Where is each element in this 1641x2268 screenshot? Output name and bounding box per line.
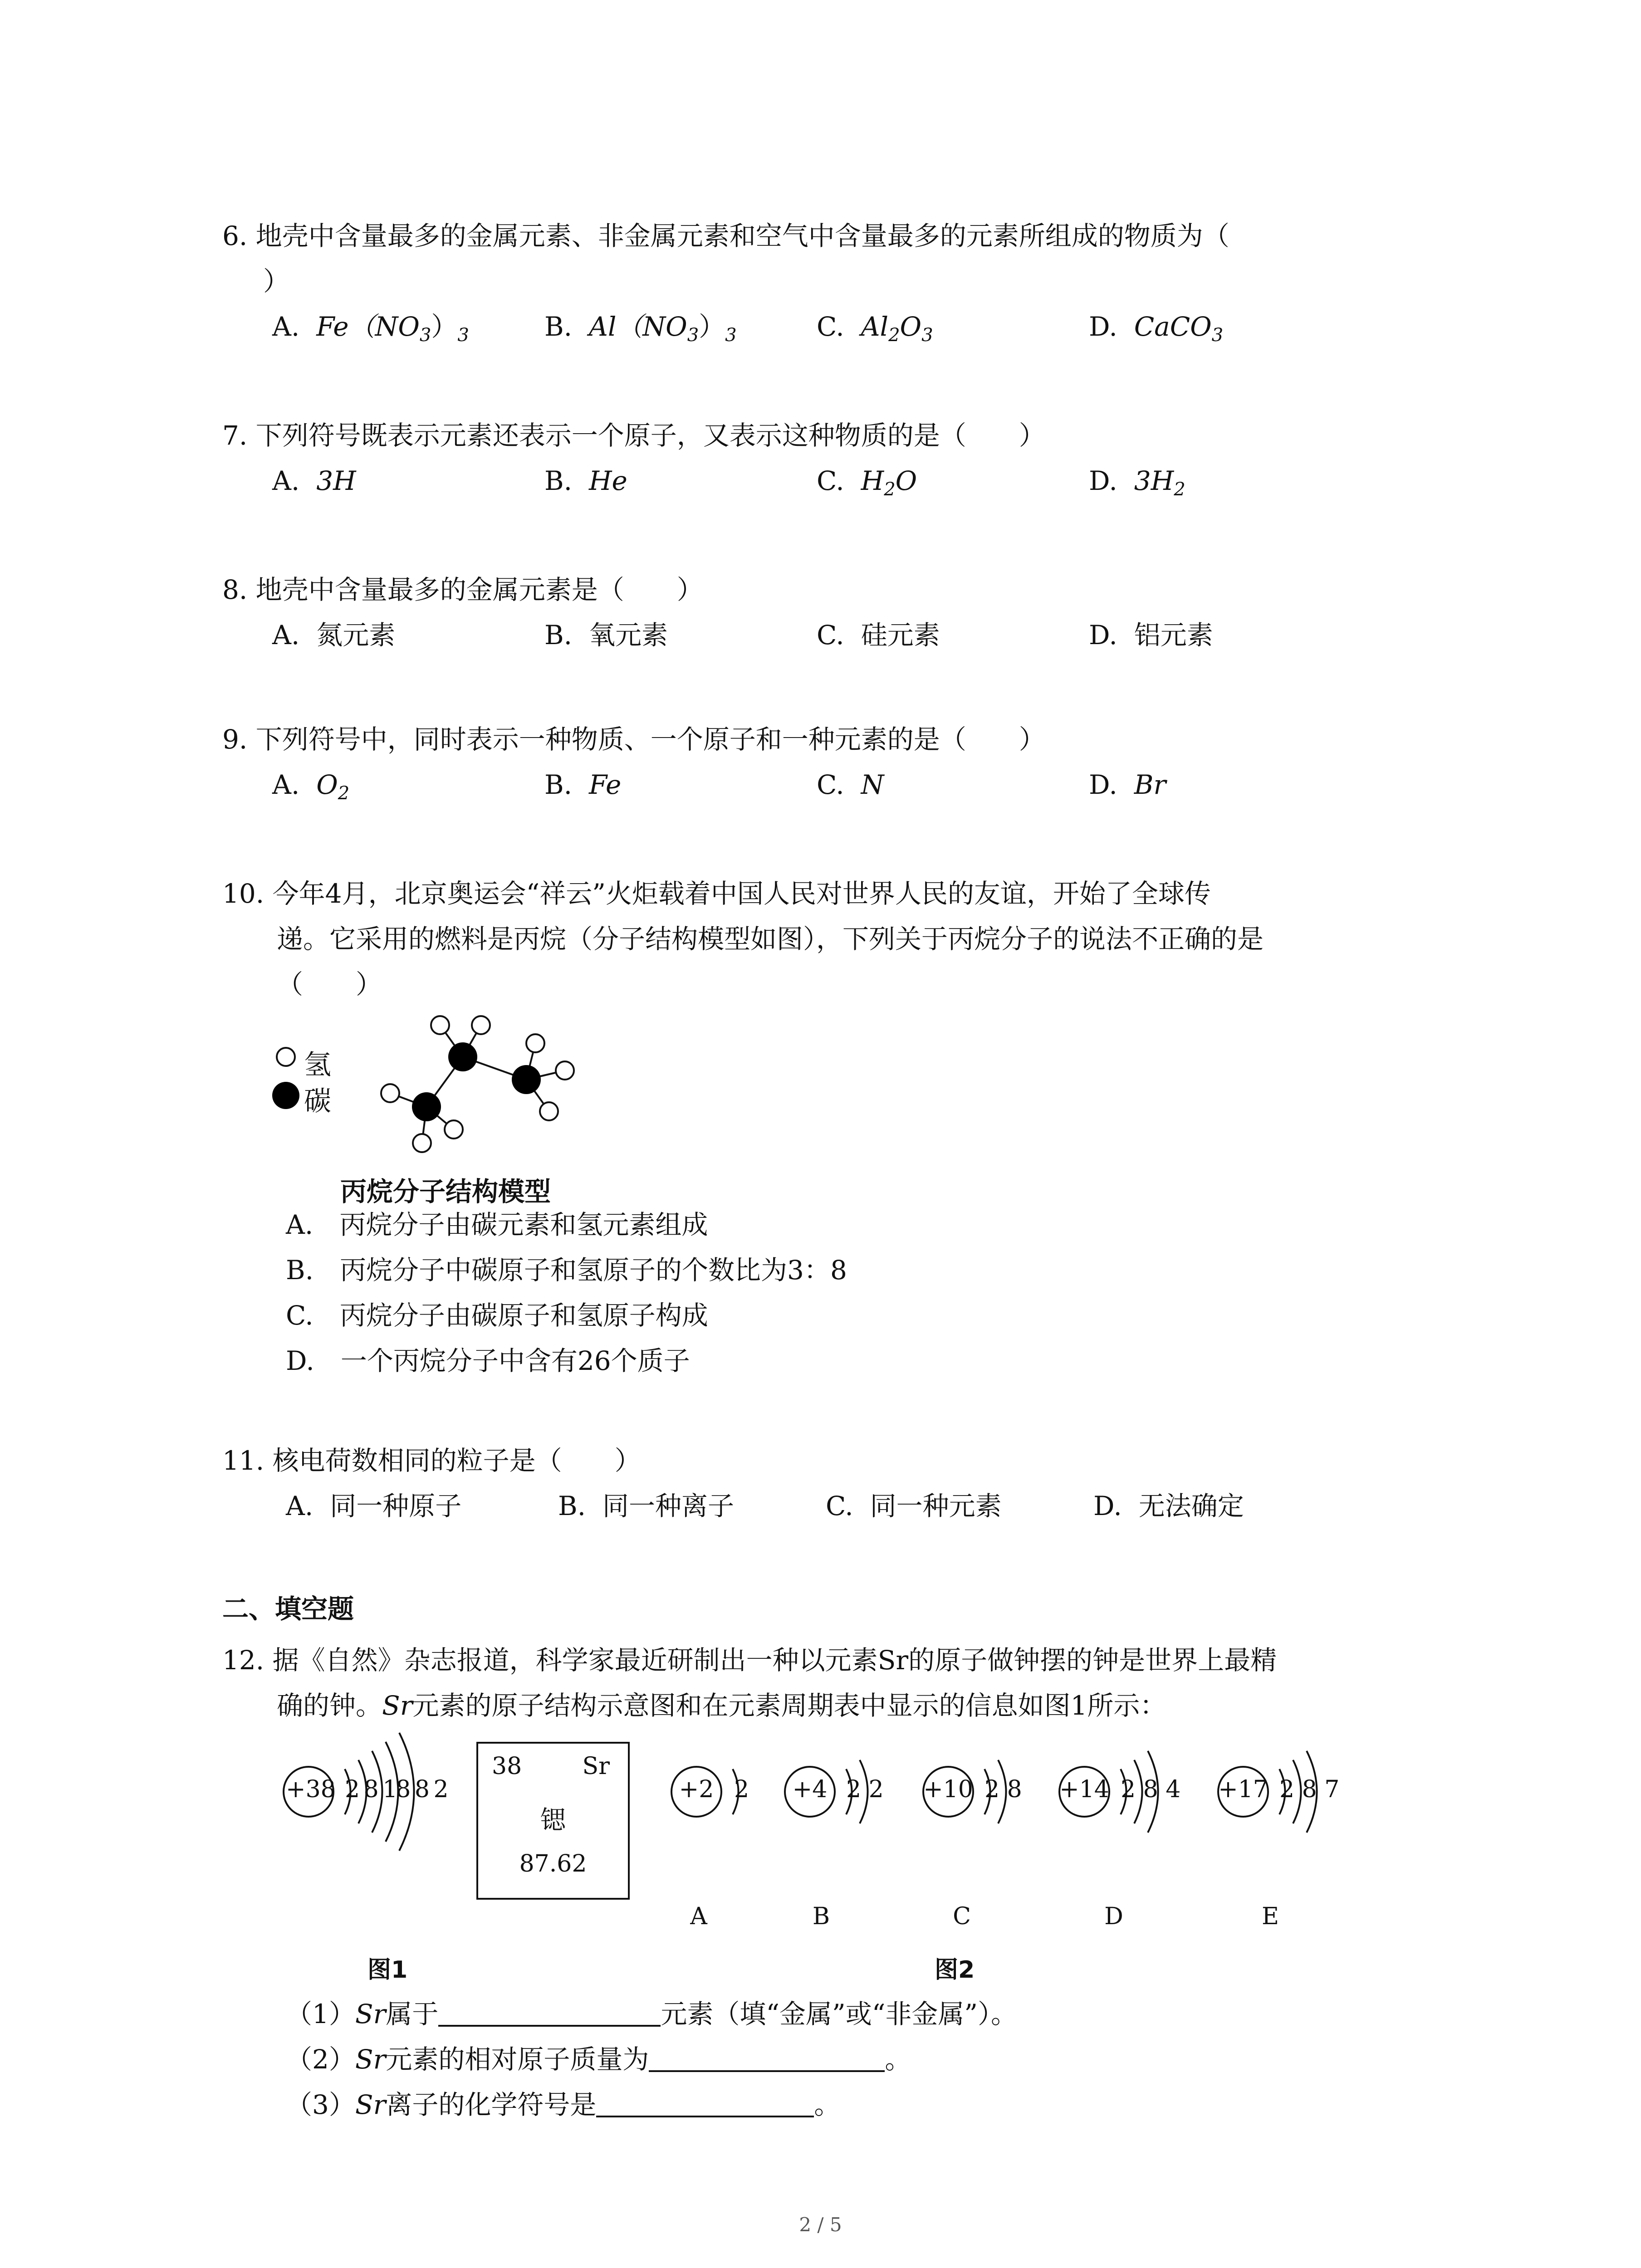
option-b: B. 同一种离子 xyxy=(558,1491,734,1521)
option-a: A. 丙烷分子由碳元素和氢元素组成 xyxy=(286,1209,708,1240)
question-11-stem: 11. 核电荷数相同的粒子是（ ） xyxy=(222,1445,641,1476)
page-number: 2 / 5 xyxy=(799,2214,842,2236)
answer-blank-2[interactable] xyxy=(649,2043,885,2072)
atom-e-electrons: 2 8 7 xyxy=(1279,1776,1340,1803)
option-c: C. 同一种元素 xyxy=(826,1491,1002,1521)
propane-model-figure xyxy=(272,998,635,1207)
atom-b-label: B xyxy=(812,1903,830,1930)
atom-c-label: C xyxy=(953,1903,971,1930)
option-a: A. $O_2$ xyxy=(272,769,350,804)
question-8 xyxy=(222,567,1213,658)
option-d: D. 一个丙烷分子中含有26个质子 xyxy=(286,1345,690,1376)
question-6 xyxy=(222,213,1230,349)
question-10-line-2: 递。它采用的燃料是丙烷（分子结构模型如图），下列关于丙烷分子的说法不正确的是 xyxy=(277,924,1264,954)
option-c: C. 丙烷分子由碳原子和氢原子构成 xyxy=(286,1300,708,1331)
question-8-stem: 8. 地壳中含量最多的金属元素是（ ） xyxy=(222,574,703,605)
option-b: B. He xyxy=(544,465,627,496)
option-a: A. $Fe(NO_3)_3$ xyxy=(272,311,469,346)
figure-caption: 丙烷分子结构模型 xyxy=(340,1176,551,1207)
option-c: C. $Al_2O_3$ xyxy=(817,311,933,346)
figure-2-caption: 图2 xyxy=(935,1956,975,1984)
question-12 xyxy=(222,1637,1277,1728)
question-9-options xyxy=(222,762,1166,807)
figure-2-atoms xyxy=(653,1724,1379,1950)
question-12-subquestions xyxy=(286,1991,1017,2127)
option-d: D. $3H_2$ xyxy=(1089,465,1185,500)
option-c: C. $H_2O$ xyxy=(817,465,917,500)
tile-atomic-number: 38 xyxy=(492,1753,522,1780)
legend-carbon-label: 碳 xyxy=(304,1085,331,1117)
question-12-line-2: 确的钟。Sr元素的原子结构示意图和在元素周期表中显示的信息如图1所示： xyxy=(277,1690,1166,1721)
question-11 xyxy=(222,1438,1244,1529)
option-d: D. 铝元素 xyxy=(1089,620,1213,650)
sr-atom-structure-diagram xyxy=(277,1724,467,1860)
question-7 xyxy=(222,413,1185,503)
question-7-stem: 7. 下列符号既表示元素还表示一个原子，又表示这种物质的是（ ） xyxy=(222,420,1045,451)
section-heading: 二、填空题 xyxy=(222,1593,354,1624)
atom-c-electrons: 2 8 xyxy=(985,1776,1022,1803)
option-a: A. 氮元素 xyxy=(272,620,396,650)
tile-atomic-mass: 87.62 xyxy=(519,1850,587,1877)
sr-nucleus-charge: +38 xyxy=(286,1776,336,1803)
question-9 xyxy=(222,717,1166,807)
question-6-options xyxy=(222,304,1230,349)
legend-hydrogen-label: 氢 xyxy=(304,1049,331,1081)
atom-e-label: E xyxy=(1262,1903,1279,1930)
atom-d-label: D xyxy=(1104,1903,1123,1930)
question-12-line-1: 12. 据《自然》杂志报道，科学家最近研制出一种以元素Sr的原子做钟摆的钟是世界上最精 xyxy=(222,1645,1277,1676)
tile-element-name: 锶 xyxy=(540,1806,566,1835)
sub-question-3: （3）Sr离子的化学符号是 。 xyxy=(286,2089,841,2120)
question-6-stem-close: ） xyxy=(263,266,290,297)
option-b: B. Fe xyxy=(544,769,622,800)
option-a: A. 同一种原子 xyxy=(286,1491,462,1521)
question-6-stem: 6. 地壳中含量最多的金属元素、非金属元素和空气中含量最多的元素所组成的物质为（ xyxy=(222,220,1230,251)
atom-b-electrons: 2 2 xyxy=(846,1776,884,1803)
question-10-line-1: 10. 今年4月，北京奥运会“祥云”火炬载着中国人民对世界人民的友谊，开始了全球传 xyxy=(222,878,1211,909)
figure-1-caption: 图1 xyxy=(367,1956,408,1984)
atom-e-nucleus: +17 xyxy=(1218,1776,1268,1803)
atom-a-label: A xyxy=(690,1903,707,1930)
option-b: B. 氧元素 xyxy=(544,620,668,650)
option-c: C. N xyxy=(817,769,884,800)
option-b: B. $Al(NO_3)_3$ xyxy=(544,311,737,346)
atom-b-nucleus: +4 xyxy=(792,1776,828,1803)
question-8-options xyxy=(222,612,1213,658)
option-d: D. 无法确定 xyxy=(1093,1491,1244,1521)
atom-d-nucleus: +14 xyxy=(1059,1776,1109,1803)
option-a: A. 3H xyxy=(272,465,356,496)
atom-c-nucleus: +10 xyxy=(923,1776,973,1803)
question-11-options xyxy=(222,1483,1244,1529)
sub-question-1: （1）Sr属于 元素（填“金属”或“非金属”）。 xyxy=(286,1999,1017,2029)
question-10-line-3: （ ） xyxy=(277,969,382,1000)
option-b: B. 丙烷分子中碳原子和氢原子的个数比为3：8 xyxy=(286,1255,847,1286)
option-d: D. CaCO$_3$ xyxy=(1089,311,1224,346)
sr-electron-config: 2 8 18 8 2 xyxy=(345,1776,447,1803)
periodic-table-tile xyxy=(476,1742,630,1900)
tile-symbol: Sr xyxy=(582,1753,610,1780)
option-d: D. Br xyxy=(1089,769,1166,800)
atom-a-electrons: 2 xyxy=(734,1776,749,1803)
question-10 xyxy=(222,871,1264,1007)
option-c: C. 硅元素 xyxy=(817,620,940,650)
sub-question-2: （2）Sr元素的相对原子质量为 。 xyxy=(286,2044,911,2075)
answer-blank-1[interactable] xyxy=(438,1998,661,2027)
answer-blank-3[interactable] xyxy=(596,2088,814,2117)
atom-d-electrons: 2 8 4 xyxy=(1121,1776,1181,1803)
atom-a-nucleus: +2 xyxy=(679,1776,714,1803)
question-10-options xyxy=(222,1202,847,1383)
question-9-stem: 9. 下列符号中，同时表示一种物质、一个原子和一种元素的是（ ） xyxy=(222,724,1045,755)
question-7-options xyxy=(222,458,1185,503)
